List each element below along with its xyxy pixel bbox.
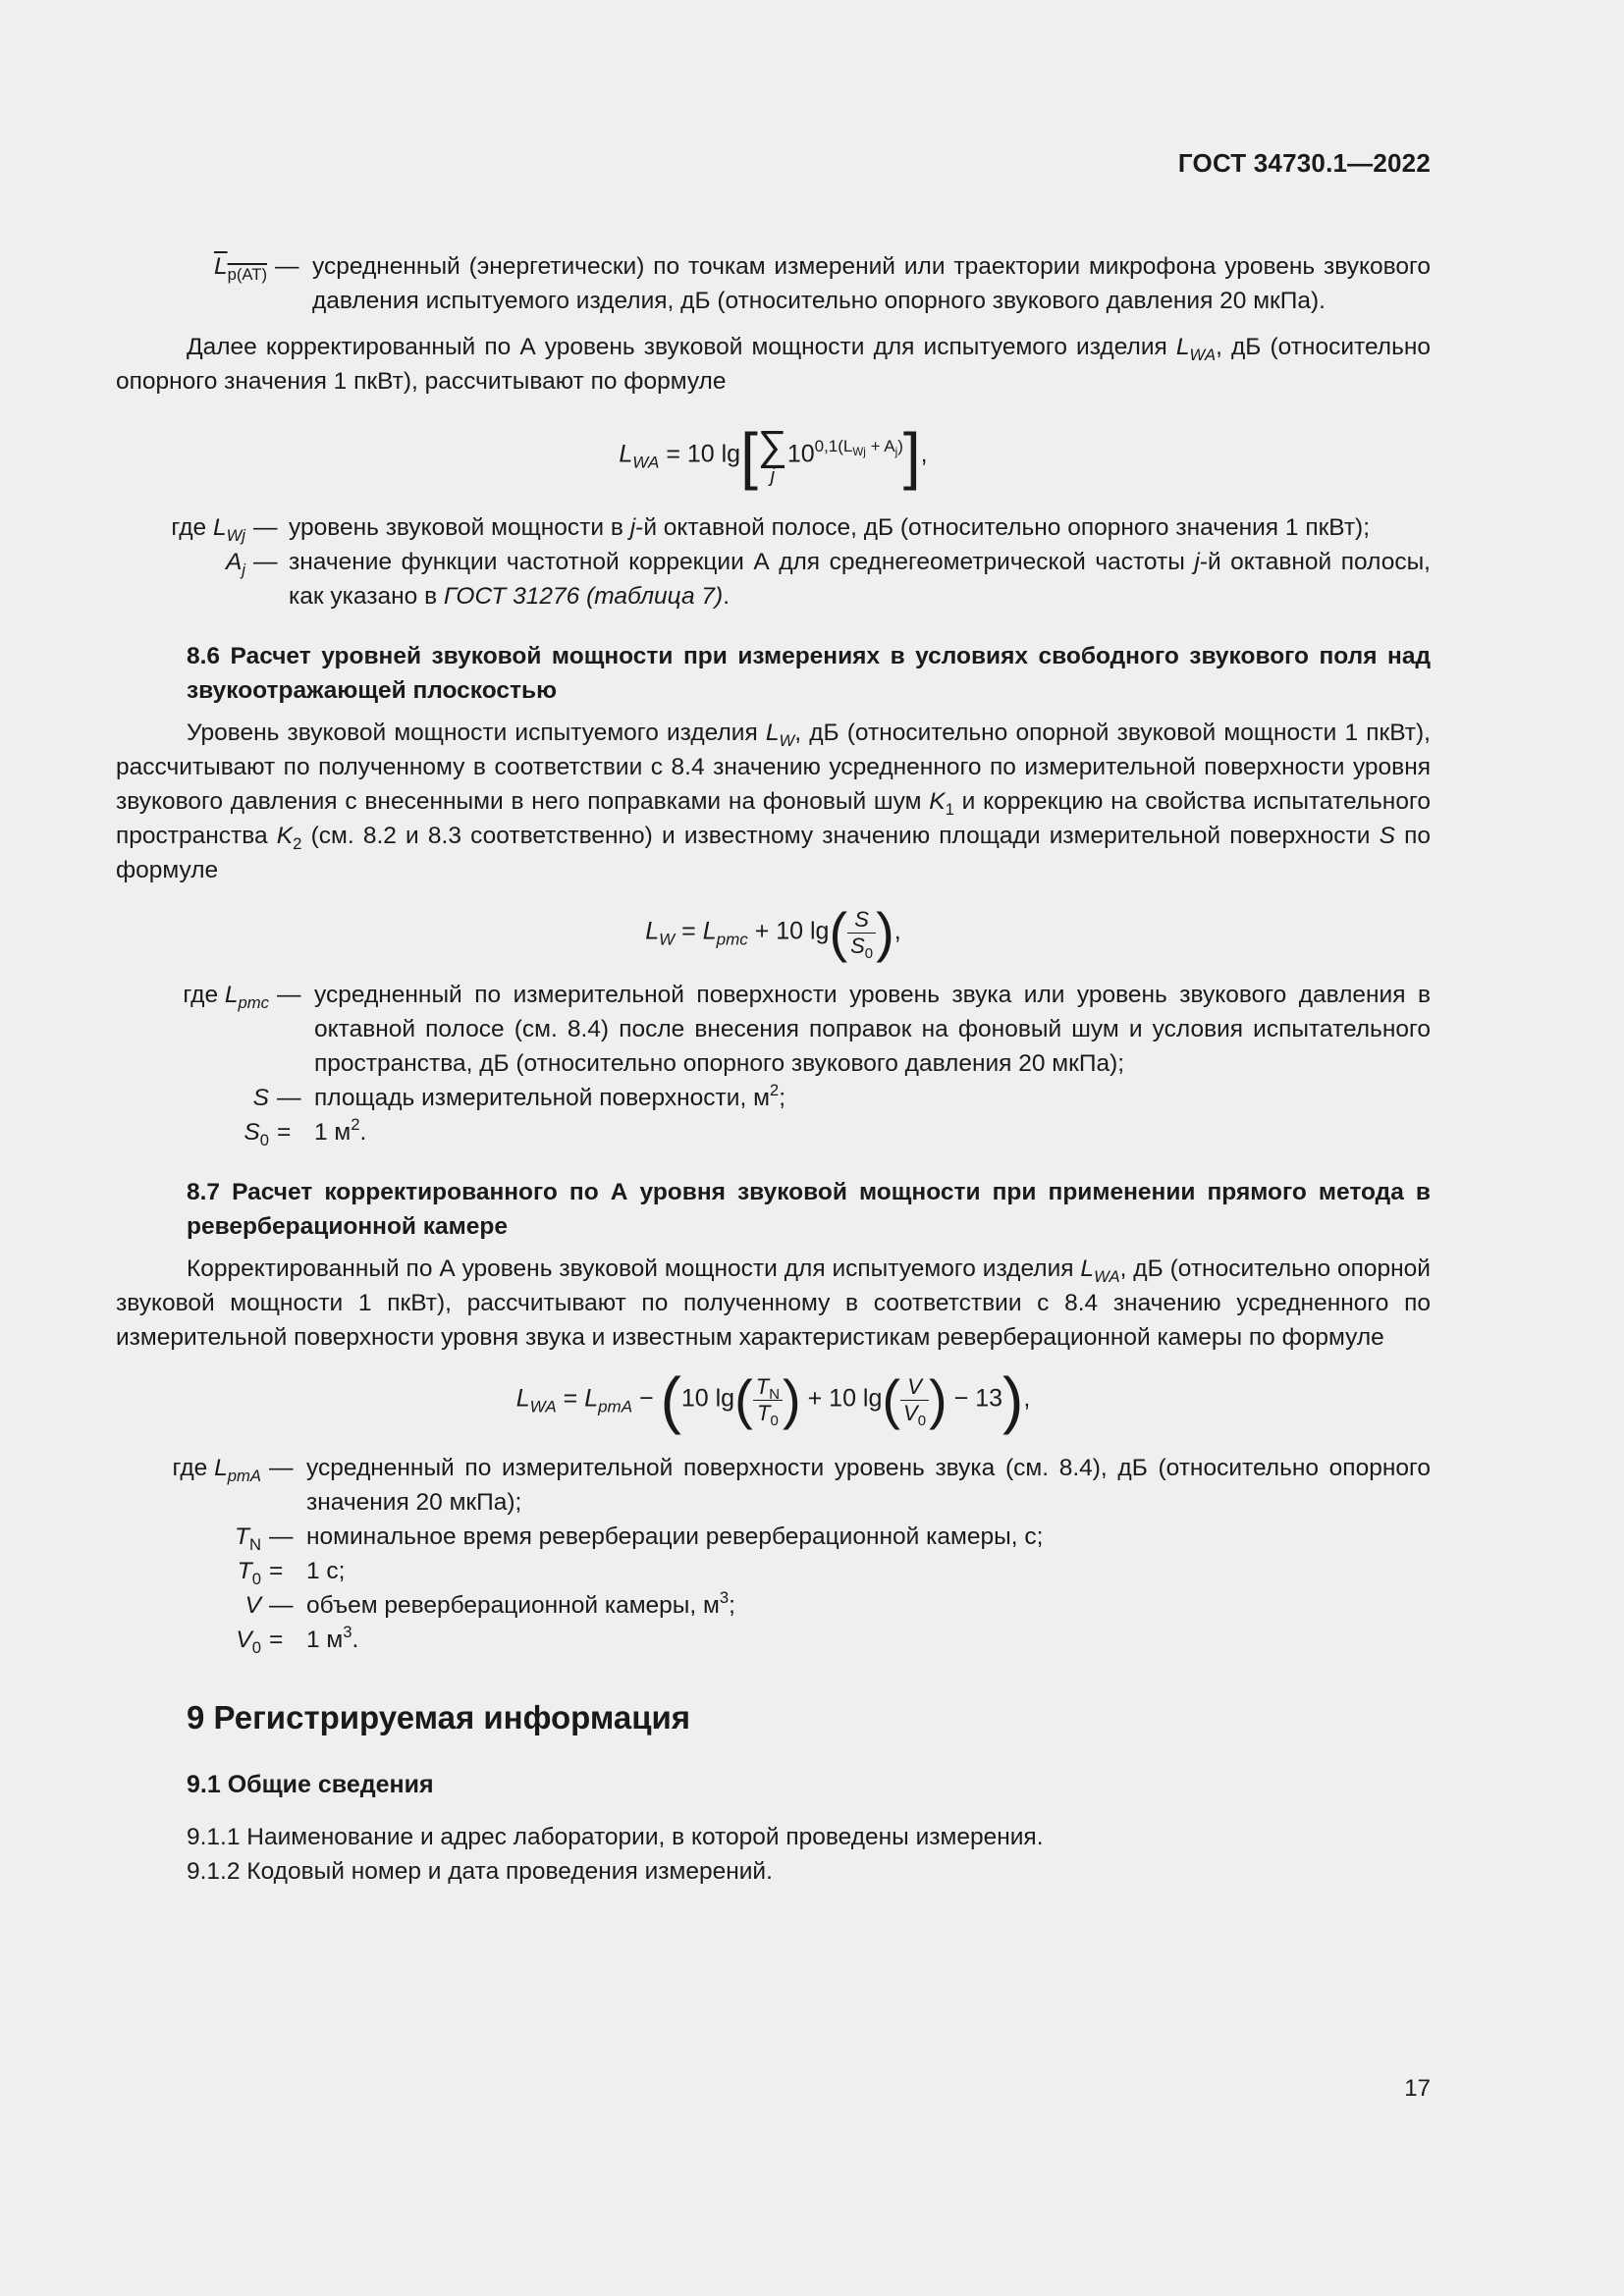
fraction-s-s0: $\frac{S}{S_0}$ xyxy=(847,907,876,959)
formula-lw: $L_W = L_{pmc} + 10$ lg( $\frac{S}{S_0}$ ), xyxy=(645,901,901,963)
formula-lwa-sum: $L_{WA} = 10$ lg[ ∑ j $10^{0,1(L_{Wj} + A_j)}$], xyxy=(619,420,928,491)
paragraph-lwa-intro: Далее корректированный по А уровень звуковой мощности для испытуемого изделия $L_{WA}$, дБ (относительно опорного значения 1 пкВт), рассчитывают по формуле xyxy=(116,334,1431,395)
paragraph-8-7: Корректированный по А уровень звуковой мощности для испытуемого изделия $L_{WA}$, дБ (относительно опорной звуковой мощности 1 пкВт), рассчитывают по полученному в соответствии с 8.4 значению усредненного по измерительной поверхности уровня звука и известным характеристикам реверберационной камеры по формуле xyxy=(116,1255,1431,1351)
definitions-formula3: где $L_{pmA}$ — усредненный по измерительной поверхности уровень звука (см. 8.4), дБ (относительно опорного значения 20 мкПа); $T_N$ — номинальное время реверберации реверберационной камеры, с; $T_0$ = 1 с; V — объем реверберационной камеры, $м^3$; $V_0$ = 1 $м^3$. xyxy=(172,1455,1431,1657)
definitions-formula1: где $L_{Wj}$ — уровень звуковой мощности в j-й октавной полосе, дБ (относительно опорного значения 1 пкВт); $A_j$ — значение функции частотной коррекции А для среднегеометрической частоты j-й октавной полосы, как указано в ГОСТ 31276 (таблица 7). xyxy=(171,514,1431,610)
list-item: 9.1.1 Наименование и адрес лаборатории, в которой проведены измерения. xyxy=(187,1824,1044,1850)
definition-text: усредненный (энергетически) по точкам измерений или траектории микрофона уровень звукового давления испытуемого изделия, дБ (относительно опорного звукового давления 20 мкПа). xyxy=(312,253,1431,314)
page-number: 17 xyxy=(1404,2075,1431,2102)
list-item: 9.1.2 Кодовый номер и дата проведения измерений. xyxy=(187,1858,773,1885)
reference-gost: ГОСТ 31276 (таблица 7) xyxy=(443,583,724,610)
definition-symbol: $L_{p(AT)}$ xyxy=(213,253,267,284)
fraction-tn-t0: $\frac{T_N}{T_0}$ xyxy=(753,1374,783,1426)
definition-lpat: $L_{p(AT)}$ — усредненный (энергетически) по точкам измерений или траектории микрофона уровень звукового давления испытуемого изделия, дБ (относительно опорного звукового давления 20 мкПа). xyxy=(116,249,1431,318)
paragraph-8-6: Уровень звуковой мощности испытуемого изделия $L_W$, дБ (относительно опорной звуковой мощности 1 пкВт), рассчитывают по полученному в соответствии с 8.4 значению усредненного по измерительной поверхности уровня звукового давления с внесенными в него поправками на фоновый шум $K_1$ и коррекцию на свойства испытательного пространства $K_2$ (см. 8.2 и 8.3 соответственно) и известному значению площади измерительной поверхности S по формуле xyxy=(116,720,1432,883)
section-title-8-7: 8.7 Расчет корректированного по А уровня звуковой мощности при применении прямого метода в реверберационной камере xyxy=(187,1179,1431,1240)
standard-header: ГОСТ 34730.1—2022 xyxy=(1177,148,1431,178)
section-title-9: 9 Регистрируемая информация xyxy=(187,1699,691,1735)
formula-lwa-reverb: $L_{WA} = L_{pmA} - (10$ lg( $\frac{T_N}{T_0}$ ) + 10 lg( $\frac{V}{V_0}$ ) − 13), xyxy=(515,1364,1031,1435)
page-content xyxy=(116,243,1431,1889)
fraction-v-v0: $\frac{V}{V_0}$ xyxy=(900,1374,929,1426)
definitions-formula2: где $L_{pmc}$ — усредненный по измерительной поверхности уровень звука или уровень звукового давления в октавной полосе (см. 8.4) после внесения поправок на фоновый шум и условия испытательного пространства, дБ (относительно опорного звукового давления 20 мкПа); S — площадь измерительной поверхности, $м^2$; $S_0$ = 1 $м^2$. xyxy=(183,982,1431,1149)
sum-symbol: ∑ j xyxy=(757,422,787,487)
section-title-8-6: 8.6 Расчет уровней звуковой мощности при измерениях в условиях свободного звукового поля над звукоотражающей плоскостью xyxy=(187,643,1431,704)
section-title-9-1: 9.1 Общие сведения xyxy=(187,1771,434,1798)
